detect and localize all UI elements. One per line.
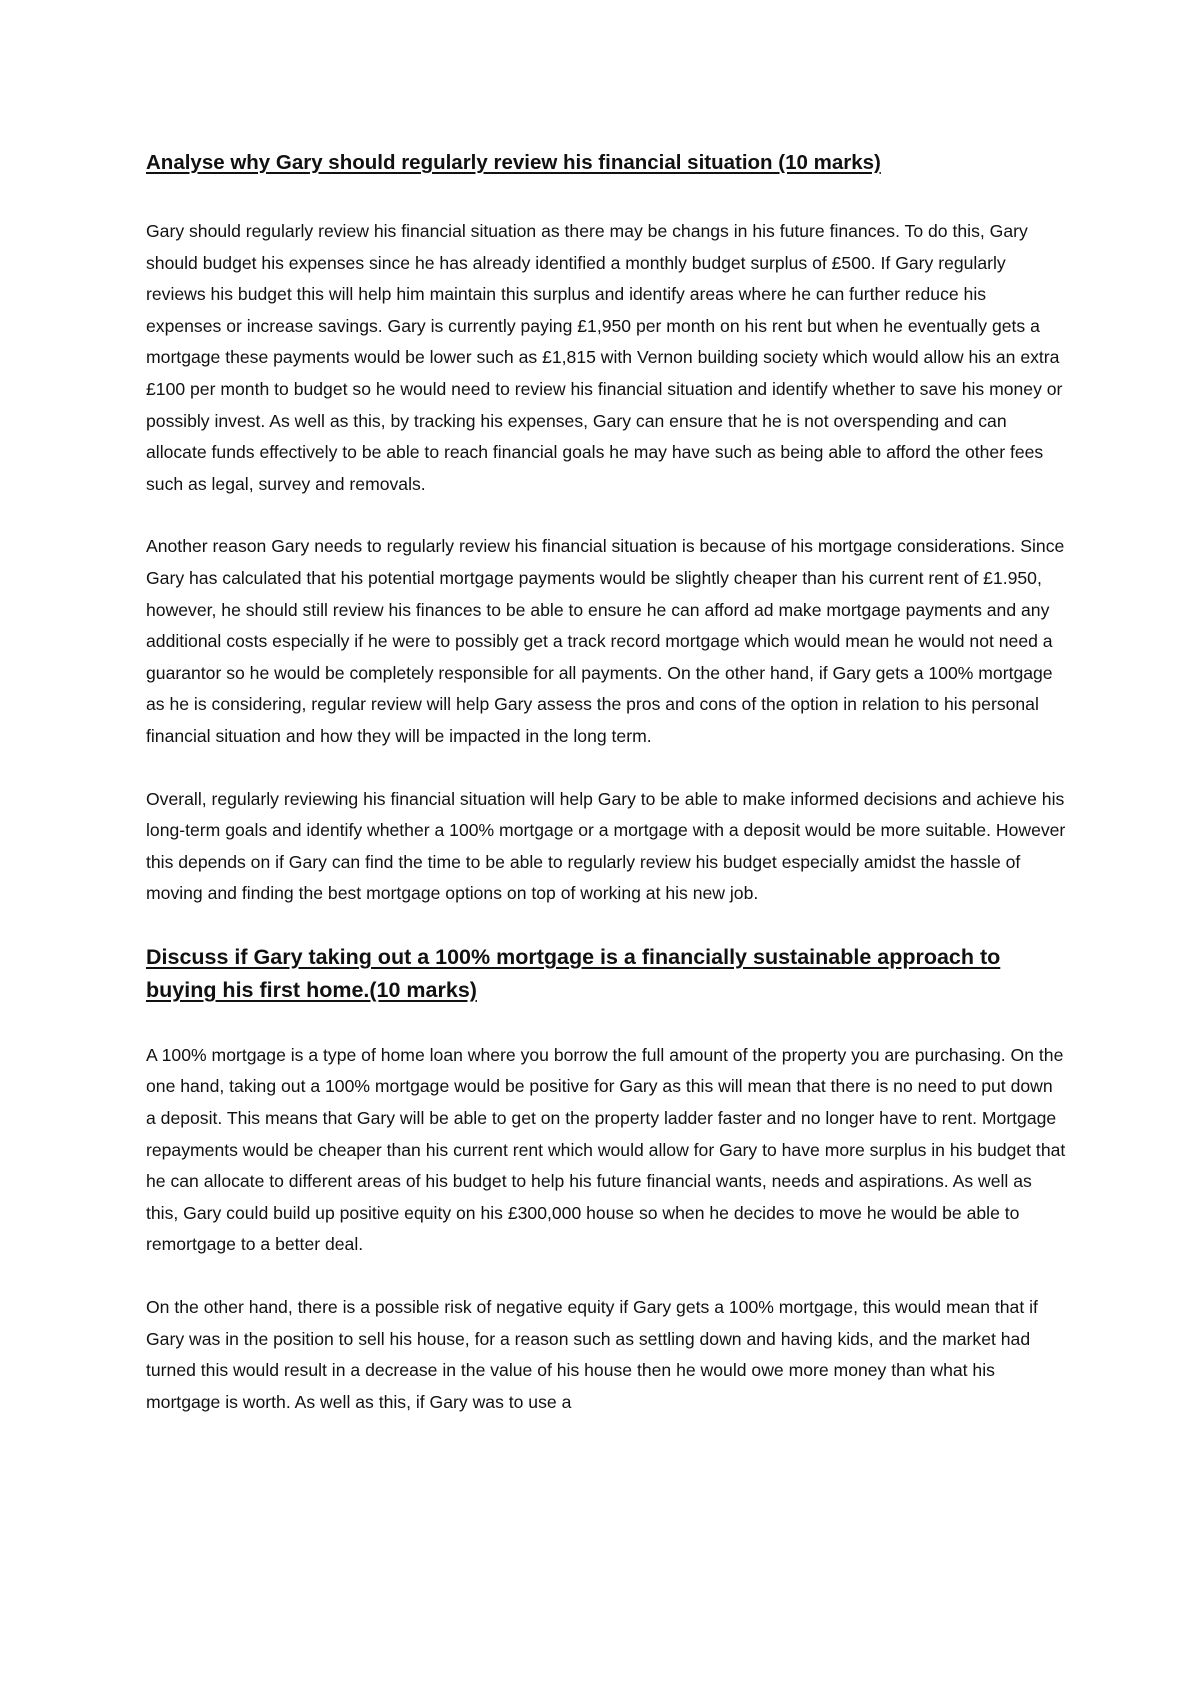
section-2-heading: Discuss if Gary taking out a 100% mortgage is a financially sustainable approach to buying his first home.(10 marks) bbox=[146, 944, 1001, 1002]
section-1-heading: Analyse why Gary should regularly review his financial situation (10 marks) bbox=[146, 151, 881, 174]
section-2-paragraph-2: On the other hand, there is a possible risk of negative equity if Gary gets a 100% mortgage, this would mean that if Gary was in the position to sell his house, for a reason such as settling down and having kids, and the market had turned this would result in a decrease in the value of his house then he would owe more money than what his mortgage is worth. As well as this, if Gary was to use a bbox=[146, 1297, 1038, 1412]
section-1-paragraph-2: Another reason Gary needs to regularly review his financial situation is because of his mortgage considerations. Since Gary has calculated that his potential mortgage payments would be slightly cheaper than his current rent of £1.950, however, he should still review his finances to be able to ensure he can afford ad make mortgage payments and any additional costs especially if he were to possibly get a track record mortgage which would mean he would not need a guarantor so he would be completely responsible for all payments. On the other hand, if Gary gets a 100% mortgage as he is considering, regular review will help Gary assess the pros and cons of the option in relation to his personal financial situation and how they will be impacted in the long term. bbox=[146, 536, 1065, 746]
section-1-paragraph-3: Overall, regularly reviewing his financial situation will help Gary to be able to make informed decisions and achieve his long-term goals and identify whether a 100% mortgage or a mortgage with a deposit would be more suitable. However this depends on if Gary can find the time to be able to regularly review his budget especially amidst the hassle of moving and finding the best mortgage options on top of working at his new job. bbox=[146, 788, 1066, 904]
section-1-paragraph-1: Gary should regularly review his financial situation as there may be changs in his future finances. To do this, Gary should budget his expenses since he has already identified a monthly budget surplus of £500. If Gary regularly reviews his budget this will help him maintain this surplus and identify areas where he can further reduce his expenses or increase savings. Gary is currently paying £1,950 per month on his rent but when he eventually gets a mortgage these payments would be lower such as £1,815 with Vernon building society which would allow his an extra £100 per month to budget so he would need to review his financial situation and identify whether to save his money or possibly invest. As well as this, by tracking his expenses, Gary can ensure that he is not overspending and can allocate funds effectively to be able to reach financial goals he may have such as being able to afford the other fees such as legal, survey and removals. bbox=[146, 221, 1063, 494]
section-2-paragraph-1: A 100% mortgage is a type of home loan where you borrow the full amount of the property you are purchasing. On the one hand, taking out a 100% mortgage would be positive for Gary as this will mean that there is no need to put down a deposit. This means that Gary will be able to get on the property ladder faster and no longer have to rent. Mortgage repayments would be cheaper than his current rent which would allow for Gary to have more surplus in his budget that he can allocate to different areas of his budget to help his future financial wants, needs and aspirations. As well as this, Gary could build up positive equity on his £300,000 house so when he decides to move he would be able to remortgage to a better deal. bbox=[146, 1044, 1066, 1255]
document-body bbox=[146, 148, 1066, 1418]
